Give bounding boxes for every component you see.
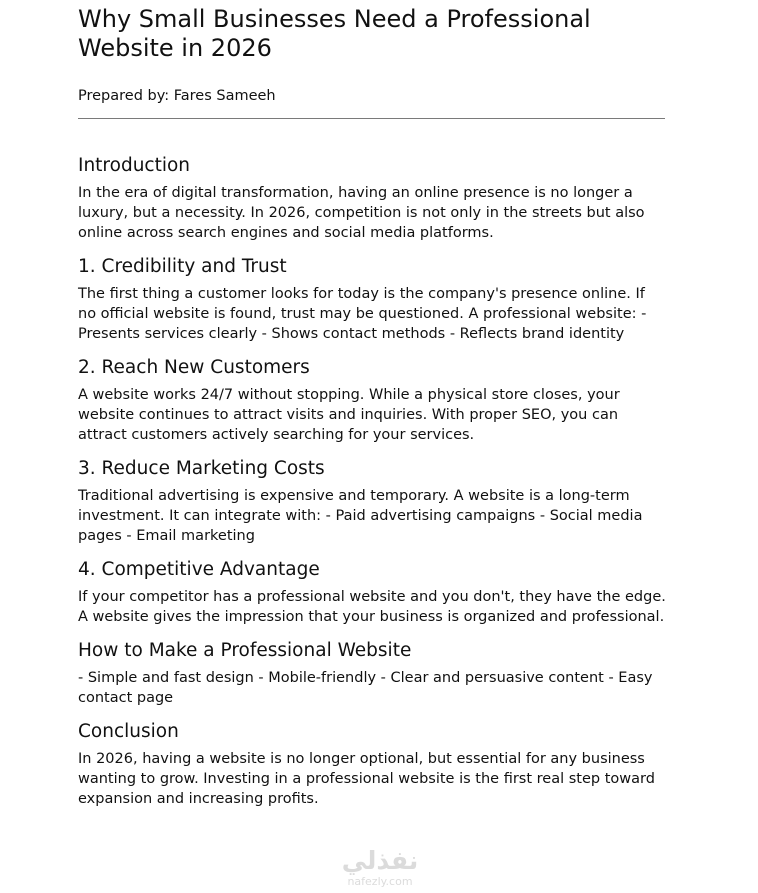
section-heading: How to Make a Professional Website (78, 640, 412, 661)
section-body: Traditional advertising is expensive and temporary. A website is a long-term investment. It can integrate with: - Paid advertising campaigns - Social media pages - Email marketing (78, 488, 643, 544)
section-credibility (78, 256, 666, 344)
watermark-arabic: نفذلي (341, 846, 419, 875)
section-body: If your competitor has a professional website and you don't, they have the edge. A website gives the impression that your business is organized and professional. (78, 589, 666, 625)
section-competitive-advantage (78, 559, 666, 627)
section-heading: 4. Competitive Advantage (78, 559, 320, 580)
section-body: A website works 24/7 without stopping. While a physical store closes, your website continues to attract visits and inquiries. With proper SEO, you can attract customers actively searching for your services. (78, 387, 620, 443)
section-body: In 2026, having a website is no longer optional, but essential for any business wanting to grow. Investing in a professional website is the first real step toward expansion and increasing profits. (78, 751, 655, 807)
section-body: - Simple and fast design - Mobile-friendly - Clear and persuasive content - Easy contact page (78, 670, 653, 706)
watermark-latin: nafezly.com (347, 875, 413, 888)
section-heading: Introduction (78, 155, 191, 176)
section-how-to (78, 640, 666, 708)
section-heading: 2. Reach New Customers (78, 357, 310, 378)
section-conclusion (78, 721, 666, 809)
prepared-by: Prepared by: Fares Sameeh (78, 88, 276, 104)
section-heading: Conclusion (78, 721, 179, 742)
section-marketing-costs (78, 458, 666, 546)
section-body: In the era of digital transformation, having an online presence is no longer a luxury, but a necessity. In 2026, competition is not only in the streets but also online across search engines and social media platforms. (78, 185, 645, 241)
section-body: The first thing a customer looks for today is the company's presence online. If no official website is found, trust may be questioned. A professional website: - Presents services clearly - Shows contact methods - Reflects brand identity (78, 286, 647, 342)
section-reach (78, 357, 666, 445)
document-title: Why Small Businesses Need a Professional Website in 2026 (78, 5, 591, 62)
section-introduction (78, 155, 666, 243)
watermark-logo (330, 846, 430, 892)
section-heading: 1. Credibility and Trust (78, 256, 287, 277)
document-page (78, 0, 666, 809)
title-divider (78, 118, 665, 119)
section-heading: 3. Reduce Marketing Costs (78, 458, 325, 479)
